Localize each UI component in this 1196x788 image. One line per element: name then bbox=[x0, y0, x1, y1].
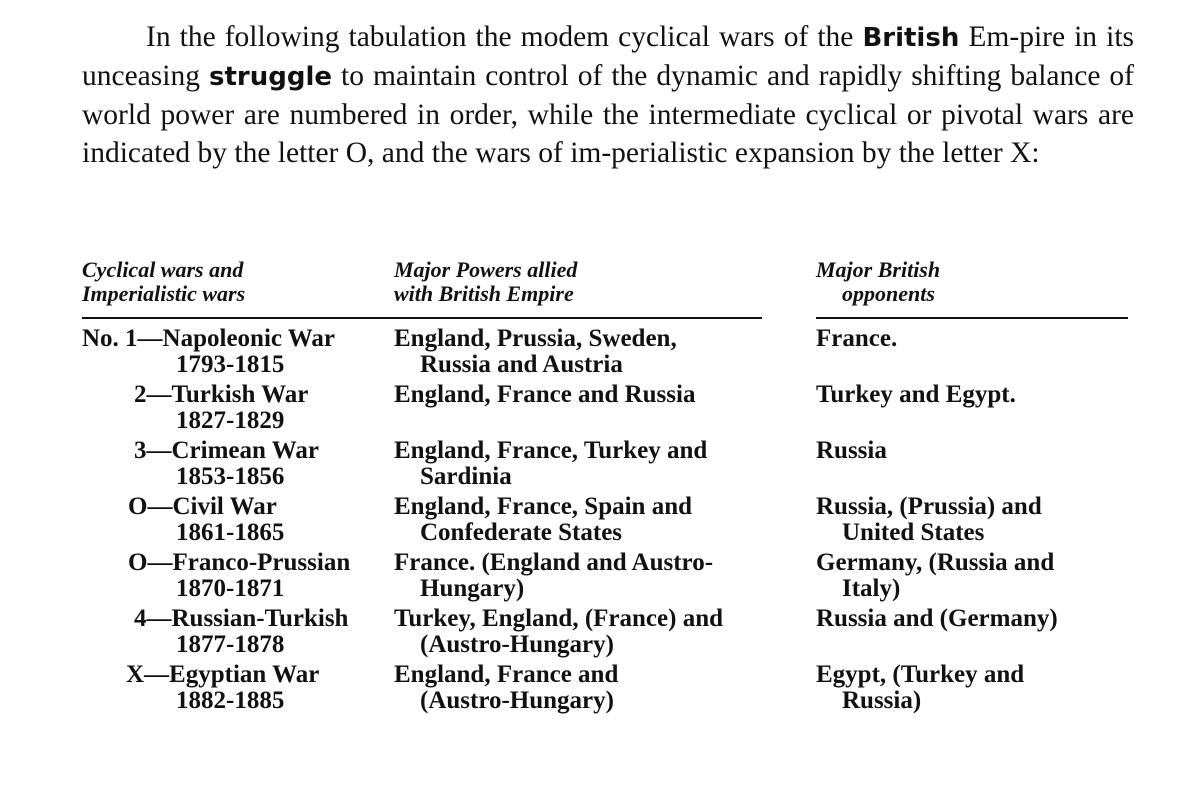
war-name: 3—Crimean War bbox=[134, 437, 319, 464]
table-row-1-opponents bbox=[816, 326, 897, 352]
table-row-6-war bbox=[134, 606, 348, 658]
table-row-7-allies bbox=[394, 662, 618, 714]
table-row-1-war bbox=[82, 326, 335, 378]
table-row-1-allies bbox=[394, 326, 677, 378]
table-row-5-war bbox=[128, 550, 350, 602]
opponents-line: Germany, (Russia and bbox=[816, 549, 1055, 576]
opponents-line: France. bbox=[816, 325, 898, 352]
war-years: 1853-1856 bbox=[176, 463, 285, 490]
opponents-line: Russia bbox=[816, 437, 887, 464]
allies-line: Confederate States bbox=[420, 519, 623, 546]
header-rule-left bbox=[82, 317, 762, 319]
allies-line: Russia and Austria bbox=[420, 351, 623, 378]
allies-line: Sardinia bbox=[420, 463, 512, 490]
opponents-line: Russia) bbox=[842, 687, 922, 714]
opponents-line: Turkey and Egypt. bbox=[816, 381, 1016, 408]
allies-line: Hungary) bbox=[420, 575, 525, 602]
war-name: 4—Russian-Turkish bbox=[134, 605, 349, 632]
war-name: 2—Turkish War bbox=[134, 381, 309, 408]
header-cyclical-wars bbox=[82, 258, 245, 306]
header-rule-right bbox=[816, 317, 1128, 319]
war-name: X—Egyptian War bbox=[126, 661, 320, 688]
intro-text-1: In the following tabulation the modem cyclical wars of the bbox=[146, 21, 863, 53]
opponents-line: United States bbox=[842, 519, 985, 546]
header-british-opponents-line1: Major British bbox=[816, 257, 941, 282]
opponents-line: Russia, (Prussia) and bbox=[816, 493, 1042, 520]
intro-bold-british: British bbox=[862, 23, 960, 53]
table-row-7-war bbox=[126, 662, 319, 714]
intro-paragraph bbox=[82, 18, 1134, 172]
table-row-7-opponents bbox=[816, 662, 1024, 714]
opponents-line: Italy) bbox=[842, 575, 901, 602]
allies-line: England, France, Turkey and bbox=[394, 437, 708, 464]
table-row-6-allies bbox=[394, 606, 723, 658]
table-row-6-opponents bbox=[816, 606, 1058, 632]
table-row-3-opponents bbox=[816, 438, 887, 464]
war-years: 1827-1829 bbox=[176, 407, 285, 434]
table-row-2-allies bbox=[394, 382, 695, 408]
war-years: 1861-1865 bbox=[176, 519, 285, 546]
header-allied-powers bbox=[394, 258, 577, 306]
intro-text-3: to maintain control of the dynamic and rapidly shifting balance of world power are numbered in order, while the intermediate cyclical or pivotal wars are indicated by the letter O, and the wars of im-perialistic expansion by the letter X: bbox=[82, 60, 1135, 169]
table-row-3-allies bbox=[394, 438, 707, 490]
intro-bold-struggle: struggle bbox=[208, 62, 332, 92]
opponents-line: Egypt, (Turkey and bbox=[816, 661, 1025, 688]
header-allied-powers-line2: with British Empire bbox=[394, 281, 574, 306]
table-row-5-opponents bbox=[816, 550, 1054, 602]
war-years: 1882-1885 bbox=[176, 687, 285, 714]
allies-line: France. (England and Austro- bbox=[394, 549, 714, 576]
opponents-line: Russia and (Germany) bbox=[816, 605, 1058, 632]
allies-line: England, France and Russia bbox=[394, 381, 696, 408]
allies-line: England, France, Spain and bbox=[394, 493, 693, 520]
war-name: O—Franco-Prussian bbox=[128, 549, 351, 576]
header-british-opponents-line2: opponents bbox=[842, 281, 935, 306]
allies-line: Turkey, England, (France) and bbox=[394, 605, 724, 632]
allies-line: (Austro-Hungary) bbox=[420, 687, 614, 714]
header-british-opponents bbox=[816, 258, 940, 306]
table-row-4-opponents bbox=[816, 494, 1042, 546]
table-row-3-war bbox=[134, 438, 319, 490]
war-years: 1870-1871 bbox=[176, 575, 285, 602]
table-row-2-war bbox=[134, 382, 308, 434]
header-cyclical-wars-line2: Imperialistic wars bbox=[82, 281, 246, 306]
war-years: 1793-1815 bbox=[176, 351, 285, 378]
table-row-2-opponents bbox=[816, 382, 1016, 408]
war-name: O—Civil War bbox=[128, 493, 277, 520]
intro-text-2: Em-pire in its unceasing bbox=[82, 21, 1134, 92]
allies-line: (Austro-Hungary) bbox=[420, 631, 614, 658]
allies-line: England, France and bbox=[394, 661, 619, 688]
war-name: No. 1—Napoleonic War bbox=[82, 325, 336, 352]
allies-line: England, Prussia, Sweden, bbox=[394, 325, 677, 352]
war-years: 1877-1878 bbox=[176, 631, 285, 658]
header-allied-powers-line1: Major Powers allied bbox=[394, 257, 578, 282]
header-cyclical-wars-line1: Cyclical wars and bbox=[82, 257, 244, 282]
table-row-5-allies bbox=[394, 550, 713, 602]
table-row-4-war bbox=[128, 494, 284, 546]
table-row-4-allies bbox=[394, 494, 692, 546]
